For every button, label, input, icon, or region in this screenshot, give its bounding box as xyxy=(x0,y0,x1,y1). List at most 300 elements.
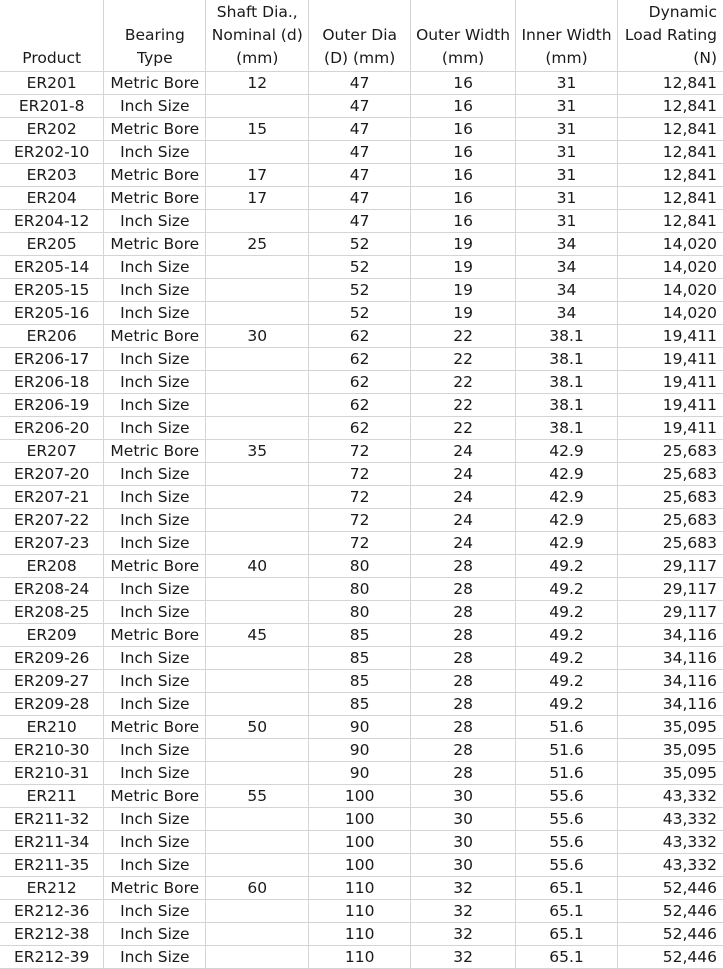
cell-inner-width[interactable]: 51.6 xyxy=(516,739,618,762)
cell-outer-dia[interactable]: 47 xyxy=(309,141,411,164)
cell-outer-dia[interactable]: 80 xyxy=(309,601,411,624)
cell-load-rating[interactable]: 29,117 xyxy=(617,601,723,624)
cell-outer-dia[interactable]: 100 xyxy=(309,831,411,854)
cell-shaft-dia[interactable] xyxy=(206,946,309,969)
cell-outer-width[interactable]: 19 xyxy=(411,302,516,325)
cell-inner-width[interactable]: 31 xyxy=(516,187,618,210)
table-row xyxy=(0,900,724,923)
cell-bearing-type[interactable]: Inch Size xyxy=(104,463,206,486)
cell-outer-width[interactable]: 28 xyxy=(411,647,516,670)
cell-inner-width[interactable]: 31 xyxy=(516,72,618,95)
cell-outer-dia[interactable]: 110 xyxy=(309,900,411,923)
cell-product[interactable]: ER205 xyxy=(0,233,104,256)
cell-outer-dia[interactable]: 100 xyxy=(309,854,411,877)
cell-load-rating[interactable]: 34,116 xyxy=(617,670,723,693)
cell-outer-width[interactable]: 32 xyxy=(411,877,516,900)
cell-product[interactable]: ER206 xyxy=(0,325,104,348)
cell-shaft-dia[interactable] xyxy=(206,670,309,693)
cell-inner-width[interactable]: 51.6 xyxy=(516,762,618,785)
cell-outer-width[interactable]: 30 xyxy=(411,785,516,808)
cell-outer-width[interactable]: 30 xyxy=(411,854,516,877)
cell-outer-dia[interactable]: 62 xyxy=(309,394,411,417)
cell-product[interactable]: ER209 xyxy=(0,624,104,647)
cell-product[interactable]: ER205-14 xyxy=(0,256,104,279)
cell-outer-dia[interactable]: 62 xyxy=(309,348,411,371)
cell-load-rating[interactable]: 12,841 xyxy=(617,118,723,141)
cell-product[interactable]: ER209-28 xyxy=(0,693,104,716)
cell-shaft-dia[interactable]: 30 xyxy=(206,325,309,348)
cell-bearing-type[interactable]: Metric Bore xyxy=(104,118,206,141)
cell-outer-dia[interactable]: 62 xyxy=(309,371,411,394)
cell-inner-width[interactable]: 49.2 xyxy=(516,670,618,693)
cell-outer-dia[interactable]: 90 xyxy=(309,716,411,739)
cell-shaft-dia[interactable] xyxy=(206,532,309,555)
cell-inner-width[interactable]: 42.9 xyxy=(516,440,618,463)
cell-outer-width[interactable]: 28 xyxy=(411,624,516,647)
cell-bearing-type[interactable]: Inch Size xyxy=(104,923,206,946)
cell-product[interactable]: ER207-23 xyxy=(0,532,104,555)
cell-outer-dia[interactable]: 110 xyxy=(309,923,411,946)
table-row xyxy=(0,256,724,279)
cell-bearing-type[interactable]: Metric Bore xyxy=(104,233,206,256)
cell-inner-width[interactable]: 31 xyxy=(516,95,618,118)
cell-shaft-dia[interactable] xyxy=(206,854,309,877)
cell-product[interactable]: ER212 xyxy=(0,877,104,900)
cell-product[interactable]: ER211-35 xyxy=(0,854,104,877)
cell-bearing-type[interactable]: Inch Size xyxy=(104,532,206,555)
cell-product[interactable]: ER212-39 xyxy=(0,946,104,969)
table-row xyxy=(0,95,724,118)
cell-outer-width[interactable]: 16 xyxy=(411,72,516,95)
cell-load-rating[interactable]: 29,117 xyxy=(617,578,723,601)
cell-load-rating[interactable]: 19,411 xyxy=(617,417,723,440)
cell-outer-width[interactable]: 16 xyxy=(411,118,516,141)
cell-outer-dia[interactable]: 47 xyxy=(309,95,411,118)
cell-load-rating[interactable]: 52,446 xyxy=(617,923,723,946)
cell-outer-width[interactable]: 22 xyxy=(411,394,516,417)
cell-shaft-dia[interactable] xyxy=(206,739,309,762)
cell-inner-width[interactable]: 34 xyxy=(516,279,618,302)
cell-product[interactable]: ER202 xyxy=(0,118,104,141)
table-row xyxy=(0,187,724,210)
cell-shaft-dia[interactable] xyxy=(206,808,309,831)
cell-load-rating[interactable]: 25,683 xyxy=(617,440,723,463)
cell-bearing-type[interactable]: Inch Size xyxy=(104,647,206,670)
cell-load-rating[interactable]: 19,411 xyxy=(617,371,723,394)
cell-product[interactable]: ER207-22 xyxy=(0,509,104,532)
table-row xyxy=(0,739,724,762)
cell-load-rating[interactable]: 12,841 xyxy=(617,187,723,210)
header-load-rating[interactable] xyxy=(617,0,723,72)
cell-load-rating[interactable]: 25,683 xyxy=(617,463,723,486)
cell-inner-width[interactable]: 38.1 xyxy=(516,325,618,348)
cell-bearing-type[interactable]: Inch Size xyxy=(104,693,206,716)
cell-load-rating[interactable]: 52,446 xyxy=(617,877,723,900)
cell-shaft-dia[interactable] xyxy=(206,141,309,164)
cell-bearing-type[interactable]: Inch Size xyxy=(104,900,206,923)
cell-inner-width[interactable]: 34 xyxy=(516,233,618,256)
cell-inner-width[interactable]: 49.2 xyxy=(516,624,618,647)
cell-product[interactable]: ER207-21 xyxy=(0,486,104,509)
cell-product[interactable]: ER206-17 xyxy=(0,348,104,371)
cell-product[interactable]: ER209-26 xyxy=(0,647,104,670)
cell-shaft-dia[interactable] xyxy=(206,831,309,854)
cell-inner-width[interactable]: 31 xyxy=(516,210,618,233)
cell-inner-width[interactable]: 65.1 xyxy=(516,900,618,923)
cell-outer-width[interactable]: 24 xyxy=(411,463,516,486)
cell-outer-dia[interactable]: 100 xyxy=(309,808,411,831)
cell-product[interactable]: ER207 xyxy=(0,440,104,463)
header-bearing-type[interactable] xyxy=(104,0,206,72)
cell-bearing-type[interactable]: Inch Size xyxy=(104,601,206,624)
cell-bearing-type[interactable]: Metric Bore xyxy=(104,785,206,808)
cell-product[interactable]: ER211 xyxy=(0,785,104,808)
cell-outer-dia[interactable]: 85 xyxy=(309,647,411,670)
cell-product[interactable]: ER208-24 xyxy=(0,578,104,601)
cell-load-rating[interactable]: 34,116 xyxy=(617,624,723,647)
cell-shaft-dia[interactable] xyxy=(206,578,309,601)
cell-product[interactable]: ER206-19 xyxy=(0,394,104,417)
cell-bearing-type[interactable]: Inch Size xyxy=(104,739,206,762)
cell-outer-dia[interactable]: 72 xyxy=(309,463,411,486)
cell-load-rating[interactable]: 35,095 xyxy=(617,716,723,739)
cell-inner-width[interactable]: 49.2 xyxy=(516,601,618,624)
header-outer-width-line-2: (mm) xyxy=(441,49,485,67)
cell-outer-width[interactable]: 28 xyxy=(411,739,516,762)
cell-load-rating[interactable]: 19,411 xyxy=(617,394,723,417)
cell-outer-width[interactable]: 19 xyxy=(411,279,516,302)
cell-outer-width[interactable]: 28 xyxy=(411,670,516,693)
cell-product[interactable]: ER204 xyxy=(0,187,104,210)
cell-bearing-type[interactable]: Inch Size xyxy=(104,256,206,279)
cell-shaft-dia[interactable] xyxy=(206,693,309,716)
cell-product[interactable]: ER203 xyxy=(0,164,104,187)
cell-shaft-dia[interactable] xyxy=(206,463,309,486)
cell-product[interactable]: ER202-10 xyxy=(0,141,104,164)
cell-outer-dia[interactable]: 72 xyxy=(309,532,411,555)
cell-outer-width[interactable]: 19 xyxy=(411,256,516,279)
cell-bearing-type[interactable]: Metric Bore xyxy=(104,187,206,210)
cell-product[interactable]: ER207-20 xyxy=(0,463,104,486)
cell-load-rating[interactable]: 35,095 xyxy=(617,762,723,785)
header-product[interactable] xyxy=(0,0,104,72)
cell-outer-width[interactable]: 19 xyxy=(411,233,516,256)
cell-inner-width[interactable]: 51.6 xyxy=(516,716,618,739)
cell-product[interactable]: ER205-15 xyxy=(0,279,104,302)
cell-outer-dia[interactable]: 110 xyxy=(309,946,411,969)
cell-load-rating[interactable]: 34,116 xyxy=(617,693,723,716)
cell-bearing-type[interactable]: Inch Size xyxy=(104,578,206,601)
cell-outer-dia[interactable]: 85 xyxy=(309,624,411,647)
cell-outer-width[interactable]: 30 xyxy=(411,808,516,831)
cell-load-rating[interactable]: 12,841 xyxy=(617,141,723,164)
cell-inner-width[interactable]: 31 xyxy=(516,164,618,187)
cell-inner-width[interactable]: 38.1 xyxy=(516,371,618,394)
cell-outer-width[interactable]: 22 xyxy=(411,348,516,371)
cell-product[interactable]: ER206-20 xyxy=(0,417,104,440)
cell-outer-dia[interactable]: 62 xyxy=(309,325,411,348)
cell-load-rating[interactable]: 29,117 xyxy=(617,555,723,578)
cell-inner-width[interactable]: 42.9 xyxy=(516,509,618,532)
cell-outer-dia[interactable]: 72 xyxy=(309,486,411,509)
cell-product[interactable]: ER204-12 xyxy=(0,210,104,233)
cell-inner-width[interactable]: 65.1 xyxy=(516,946,618,969)
cell-bearing-type[interactable]: Inch Size xyxy=(104,808,206,831)
cell-load-rating[interactable]: 43,332 xyxy=(617,785,723,808)
table-body xyxy=(0,72,724,969)
cell-shaft-dia[interactable] xyxy=(206,279,309,302)
cell-load-rating[interactable]: 43,332 xyxy=(617,808,723,831)
cell-inner-width[interactable]: 34 xyxy=(516,302,618,325)
cell-shaft-dia[interactable] xyxy=(206,486,309,509)
cell-bearing-type[interactable]: Metric Bore xyxy=(104,325,206,348)
cell-outer-dia[interactable]: 52 xyxy=(309,302,411,325)
cell-product[interactable]: ER211-34 xyxy=(0,831,104,854)
cell-outer-dia[interactable]: 80 xyxy=(309,578,411,601)
cell-bearing-type[interactable]: Inch Size xyxy=(104,210,206,233)
cell-shaft-dia[interactable] xyxy=(206,256,309,279)
cell-load-rating[interactable]: 19,411 xyxy=(617,325,723,348)
cell-bearing-type[interactable]: Inch Size xyxy=(104,486,206,509)
cell-shaft-dia[interactable] xyxy=(206,95,309,118)
cell-bearing-type[interactable]: Inch Size xyxy=(104,279,206,302)
header-bearing-type-line-2: Type xyxy=(137,49,173,67)
table-row xyxy=(0,486,724,509)
cell-inner-width[interactable]: 38.1 xyxy=(516,417,618,440)
cell-shaft-dia[interactable] xyxy=(206,348,309,371)
cell-bearing-type[interactable]: Metric Bore xyxy=(104,440,206,463)
cell-load-rating[interactable]: 52,446 xyxy=(617,900,723,923)
cell-product[interactable]: ER210 xyxy=(0,716,104,739)
cell-bearing-type[interactable]: Metric Bore xyxy=(104,877,206,900)
cell-bearing-type[interactable]: Inch Size xyxy=(104,946,206,969)
cell-outer-width[interactable]: 16 xyxy=(411,95,516,118)
cell-shaft-dia[interactable]: 15 xyxy=(206,118,309,141)
cell-product[interactable]: ER209-27 xyxy=(0,670,104,693)
cell-bearing-type[interactable]: Inch Size xyxy=(104,141,206,164)
cell-inner-width[interactable]: 49.2 xyxy=(516,555,618,578)
table-row xyxy=(0,854,724,877)
cell-outer-dia[interactable]: 90 xyxy=(309,762,411,785)
cell-load-rating[interactable]: 43,332 xyxy=(617,854,723,877)
cell-outer-width[interactable]: 28 xyxy=(411,716,516,739)
cell-outer-dia[interactable]: 52 xyxy=(309,256,411,279)
cell-bearing-type[interactable]: Metric Bore xyxy=(104,164,206,187)
cell-bearing-type[interactable]: Inch Size xyxy=(104,417,206,440)
cell-outer-dia[interactable]: 52 xyxy=(309,233,411,256)
cell-product[interactable]: ER206-18 xyxy=(0,371,104,394)
cell-shaft-dia[interactable] xyxy=(206,417,309,440)
cell-inner-width[interactable]: 38.1 xyxy=(516,394,618,417)
cell-outer-dia[interactable]: 47 xyxy=(309,118,411,141)
cell-outer-dia[interactable]: 85 xyxy=(309,693,411,716)
cell-inner-width[interactable]: 49.2 xyxy=(516,647,618,670)
cell-outer-width[interactable]: 16 xyxy=(411,141,516,164)
header-shaft-dia[interactable] xyxy=(206,0,309,72)
cell-bearing-type[interactable]: Inch Size xyxy=(104,670,206,693)
cell-product[interactable]: ER208-25 xyxy=(0,601,104,624)
cell-shaft-dia[interactable]: 50 xyxy=(206,716,309,739)
cell-outer-width[interactable]: 22 xyxy=(411,417,516,440)
cell-inner-width[interactable]: 42.9 xyxy=(516,486,618,509)
cell-load-rating[interactable]: 12,841 xyxy=(617,164,723,187)
cell-inner-width[interactable]: 34 xyxy=(516,256,618,279)
cell-load-rating[interactable]: 14,020 xyxy=(617,256,723,279)
cell-load-rating[interactable]: 52,446 xyxy=(617,946,723,969)
cell-outer-width[interactable]: 32 xyxy=(411,923,516,946)
cell-outer-width[interactable]: 16 xyxy=(411,187,516,210)
cell-outer-dia[interactable]: 80 xyxy=(309,555,411,578)
cell-shaft-dia[interactable]: 17 xyxy=(206,187,309,210)
cell-shaft-dia[interactable] xyxy=(206,210,309,233)
cell-inner-width[interactable]: 42.9 xyxy=(516,463,618,486)
table-row xyxy=(0,348,724,371)
header-outer-dia-line-1: Outer Dia xyxy=(322,26,398,44)
cell-outer-dia[interactable]: 110 xyxy=(309,877,411,900)
cell-load-rating[interactable]: 14,020 xyxy=(617,279,723,302)
cell-product[interactable]: ER212-36 xyxy=(0,900,104,923)
header-load-rating-line-1: Dynamic xyxy=(648,3,717,21)
cell-bearing-type[interactable]: Inch Size xyxy=(104,371,206,394)
table-row xyxy=(0,555,724,578)
cell-load-rating[interactable]: 14,020 xyxy=(617,302,723,325)
cell-load-rating[interactable]: 25,683 xyxy=(617,532,723,555)
cell-inner-width[interactable]: 49.2 xyxy=(516,578,618,601)
cell-outer-dia[interactable]: 85 xyxy=(309,670,411,693)
cell-inner-width[interactable]: 65.1 xyxy=(516,877,618,900)
cell-shaft-dia[interactable] xyxy=(206,509,309,532)
cell-outer-dia[interactable]: 52 xyxy=(309,279,411,302)
cell-outer-dia[interactable]: 72 xyxy=(309,509,411,532)
cell-load-rating[interactable]: 25,683 xyxy=(617,486,723,509)
cell-outer-width[interactable]: 24 xyxy=(411,440,516,463)
cell-inner-width[interactable]: 31 xyxy=(516,118,618,141)
table-row xyxy=(0,302,724,325)
cell-outer-dia[interactable]: 62 xyxy=(309,417,411,440)
cell-inner-width[interactable]: 38.1 xyxy=(516,348,618,371)
cell-shaft-dia[interactable]: 25 xyxy=(206,233,309,256)
cell-inner-width[interactable]: 55.6 xyxy=(516,854,618,877)
cell-outer-width[interactable]: 24 xyxy=(411,486,516,509)
cell-outer-width[interactable]: 32 xyxy=(411,900,516,923)
cell-inner-width[interactable]: 55.6 xyxy=(516,785,618,808)
cell-bearing-type[interactable]: Inch Size xyxy=(104,302,206,325)
table-row xyxy=(0,785,724,808)
cell-outer-dia[interactable]: 72 xyxy=(309,440,411,463)
header-bearing-type-line-1: Bearing xyxy=(124,26,185,44)
cell-shaft-dia[interactable] xyxy=(206,900,309,923)
cell-inner-width[interactable]: 31 xyxy=(516,141,618,164)
cell-bearing-type[interactable]: Inch Size xyxy=(104,394,206,417)
cell-bearing-type[interactable]: Inch Size xyxy=(104,854,206,877)
cell-outer-width[interactable]: 32 xyxy=(411,946,516,969)
cell-shaft-dia[interactable]: 55 xyxy=(206,785,309,808)
cell-shaft-dia[interactable] xyxy=(206,302,309,325)
cell-product[interactable]: ER212-38 xyxy=(0,923,104,946)
cell-shaft-dia[interactable]: 60 xyxy=(206,877,309,900)
cell-outer-width[interactable]: 28 xyxy=(411,601,516,624)
cell-inner-width[interactable]: 49.2 xyxy=(516,693,618,716)
cell-bearing-type[interactable]: Inch Size xyxy=(104,509,206,532)
cell-product[interactable]: ER208 xyxy=(0,555,104,578)
cell-outer-width[interactable]: 22 xyxy=(411,371,516,394)
cell-bearing-type[interactable]: Metric Bore xyxy=(104,624,206,647)
cell-shaft-dia[interactable] xyxy=(206,371,309,394)
cell-outer-width[interactable]: 16 xyxy=(411,210,516,233)
cell-load-rating[interactable]: 34,116 xyxy=(617,647,723,670)
cell-load-rating[interactable]: 25,683 xyxy=(617,509,723,532)
header-product-line: Product xyxy=(22,49,82,67)
cell-product[interactable]: ER205-16 xyxy=(0,302,104,325)
cell-shaft-dia[interactable] xyxy=(206,394,309,417)
cell-load-rating[interactable]: 14,020 xyxy=(617,233,723,256)
header-inner-width-line-1: Inner Width xyxy=(521,26,612,44)
cell-outer-dia[interactable]: 47 xyxy=(309,210,411,233)
cell-shaft-dia[interactable] xyxy=(206,762,309,785)
cell-outer-width[interactable]: 22 xyxy=(411,325,516,348)
cell-bearing-type[interactable]: Inch Size xyxy=(104,95,206,118)
cell-outer-width[interactable]: 28 xyxy=(411,762,516,785)
cell-product[interactable]: ER201 xyxy=(0,72,104,95)
cell-outer-dia[interactable]: 100 xyxy=(309,785,411,808)
cell-bearing-type[interactable]: Inch Size xyxy=(104,831,206,854)
cell-outer-dia[interactable]: 90 xyxy=(309,739,411,762)
cell-inner-width[interactable]: 55.6 xyxy=(516,831,618,854)
cell-outer-dia[interactable]: 47 xyxy=(309,164,411,187)
table-row xyxy=(0,325,724,348)
cell-outer-width[interactable]: 28 xyxy=(411,578,516,601)
cell-load-rating[interactable]: 19,411 xyxy=(617,348,723,371)
cell-load-rating[interactable]: 12,841 xyxy=(617,95,723,118)
cell-bearing-type[interactable]: Metric Bore xyxy=(104,716,206,739)
cell-load-rating[interactable]: 12,841 xyxy=(617,72,723,95)
cell-shaft-dia[interactable]: 17 xyxy=(206,164,309,187)
cell-inner-width[interactable]: 65.1 xyxy=(516,923,618,946)
cell-outer-width[interactable]: 28 xyxy=(411,555,516,578)
cell-outer-dia[interactable]: 47 xyxy=(309,187,411,210)
cell-load-rating[interactable]: 12,841 xyxy=(617,210,723,233)
cell-bearing-type[interactable]: Inch Size xyxy=(104,762,206,785)
cell-bearing-type[interactable]: Inch Size xyxy=(104,348,206,371)
cell-bearing-type[interactable]: Metric Bore xyxy=(104,72,206,95)
cell-bearing-type[interactable]: Metric Bore xyxy=(104,555,206,578)
cell-shaft-dia[interactable] xyxy=(206,647,309,670)
cell-load-rating[interactable]: 35,095 xyxy=(617,739,723,762)
cell-shaft-dia[interactable]: 40 xyxy=(206,555,309,578)
cell-product[interactable]: ER210-31 xyxy=(0,762,104,785)
cell-shaft-dia[interactable] xyxy=(206,601,309,624)
cell-outer-width[interactable]: 30 xyxy=(411,831,516,854)
cell-outer-dia[interactable]: 47 xyxy=(309,72,411,95)
cell-inner-width[interactable]: 42.9 xyxy=(516,532,618,555)
cell-outer-width[interactable]: 24 xyxy=(411,532,516,555)
cell-shaft-dia[interactable] xyxy=(206,923,309,946)
cell-product[interactable]: ER211-32 xyxy=(0,808,104,831)
cell-shaft-dia[interactable]: 35 xyxy=(206,440,309,463)
cell-product[interactable]: ER201-8 xyxy=(0,95,104,118)
header-inner-width[interactable] xyxy=(516,0,618,72)
cell-shaft-dia[interactable]: 12 xyxy=(206,72,309,95)
cell-shaft-dia[interactable]: 45 xyxy=(206,624,309,647)
cell-product[interactable]: ER210-30 xyxy=(0,739,104,762)
header-outer-dia[interactable] xyxy=(309,0,411,72)
cell-load-rating[interactable]: 43,332 xyxy=(617,831,723,854)
header-outer-width[interactable] xyxy=(411,0,516,72)
cell-outer-width[interactable]: 16 xyxy=(411,164,516,187)
cell-outer-width[interactable]: 28 xyxy=(411,693,516,716)
cell-outer-width[interactable]: 24 xyxy=(411,509,516,532)
cell-inner-width[interactable]: 55.6 xyxy=(516,808,618,831)
